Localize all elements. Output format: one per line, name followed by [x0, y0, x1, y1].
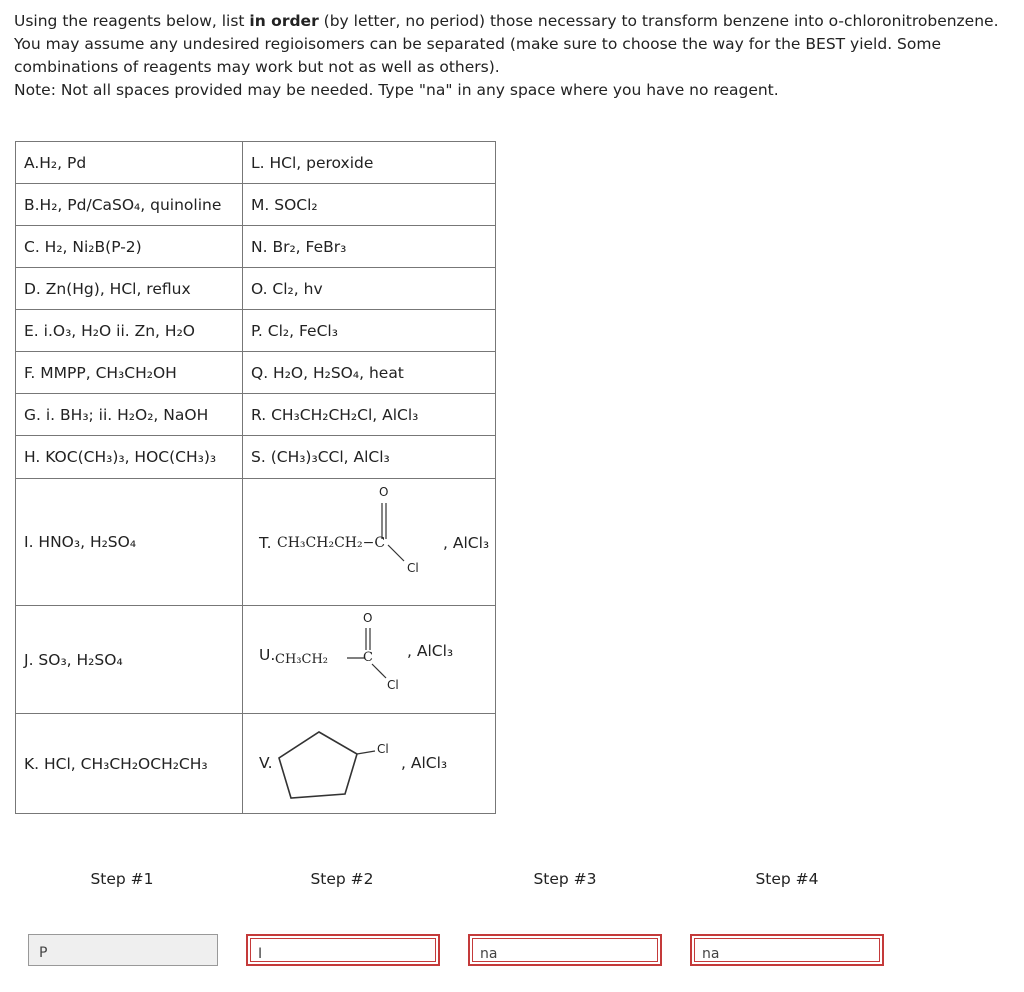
step-2-input[interactable]: I	[246, 934, 440, 966]
reagent-m: M. SOCl₂	[243, 184, 496, 226]
reagent-o: O. Cl₂, hv	[243, 268, 496, 310]
reagent-h: H. KOC(CH₃)₃, HOC(CH₃)₃	[16, 436, 243, 479]
reagent-e: E. i.O₃, H₂O ii. Zn, H₂O	[16, 310, 243, 352]
reagent-v	[243, 714, 496, 814]
reagent-t-oxygen: O	[379, 485, 389, 499]
reagent-p: P. Cl₂, FeCl₃	[243, 310, 496, 352]
reagent-t-catalyst: , AlCl₃	[443, 534, 490, 552]
reagent-l: L. HCl, peroxide	[243, 142, 496, 184]
reagent-j: J. SO₃, H₂SO₄	[16, 606, 243, 714]
step-2-label: Step #2	[310, 870, 374, 888]
question-instructions: Using the reagents below, list in order (by letter, no period) those necessary to transform benzene into o-chloronitrobenzene. You may assume any undesired regioisomers can be separated (make sure to choose the way for the BEST yield. Some combinations of reagents may work but not as well as others).	[14, 12, 999, 76]
step-4-label: Step #4	[755, 870, 819, 888]
reagent-n: N. Br₂, FeBr₃	[243, 226, 496, 268]
reagent-t	[243, 479, 496, 606]
reagent-k: K. HCl, CH₃CH₂OCH₂CH₃	[16, 714, 243, 814]
reagent-t-letter: T.	[259, 534, 272, 552]
reagent-u-oxygen: O	[363, 611, 373, 625]
step-1-input[interactable]: P	[28, 934, 218, 966]
reagent-u-carbon: C	[363, 650, 373, 665]
reagent-a: A.H₂, Pd	[16, 142, 243, 184]
reagent-r: R. CH₃CH₂CH₂Cl, AlCl₃	[243, 394, 496, 436]
reagent-u-chlorine: Cl	[387, 678, 399, 692]
reagent-table	[15, 141, 496, 814]
reagent-u-chain: CH₃CH₂	[275, 652, 328, 667]
question-note: Note: Not all spaces provided may be needed. Type "na" in any space where you have no reagent.	[14, 81, 779, 99]
reagent-i: I. HNO₃, H₂SO₄	[16, 479, 243, 606]
reagent-u-catalyst: , AlCl₃	[407, 642, 454, 660]
reagent-u-letter: U.	[259, 646, 276, 664]
step-4-input[interactable]: na	[690, 934, 884, 966]
reagent-u	[243, 606, 496, 714]
reagent-t-chlorine: Cl	[407, 561, 419, 575]
step-1-label: Step #1	[90, 870, 154, 888]
reagent-c: C. H₂, Ni₂B(P-2)	[16, 226, 243, 268]
step-3-label: Step #3	[533, 870, 597, 888]
reagent-f: F. MMPP, CH₃CH₂OH	[16, 352, 243, 394]
reagent-v-catalyst: , AlCl₃	[401, 754, 448, 772]
reagent-s: S. (CH₃)₃CCl, AlCl₃	[243, 436, 496, 479]
reagent-v-letter: V.	[259, 754, 273, 772]
reagent-d: D. Zn(Hg), HCl, reflux	[16, 268, 243, 310]
reagent-t-chain: CH₃CH₂CH₂−C	[277, 535, 386, 551]
reagent-v-chlorine: Cl	[377, 742, 389, 756]
reagent-b: B.H₂, Pd/CaSO₄, quinoline	[16, 184, 243, 226]
step-3-input[interactable]: na	[468, 934, 662, 966]
question-text	[14, 10, 1014, 102]
reagent-q: Q. H₂O, H₂SO₄, heat	[243, 352, 496, 394]
reagent-v-structure	[251, 714, 499, 813]
reagent-g: G. i. BH₃; ii. H₂O₂, NaOH	[16, 394, 243, 436]
